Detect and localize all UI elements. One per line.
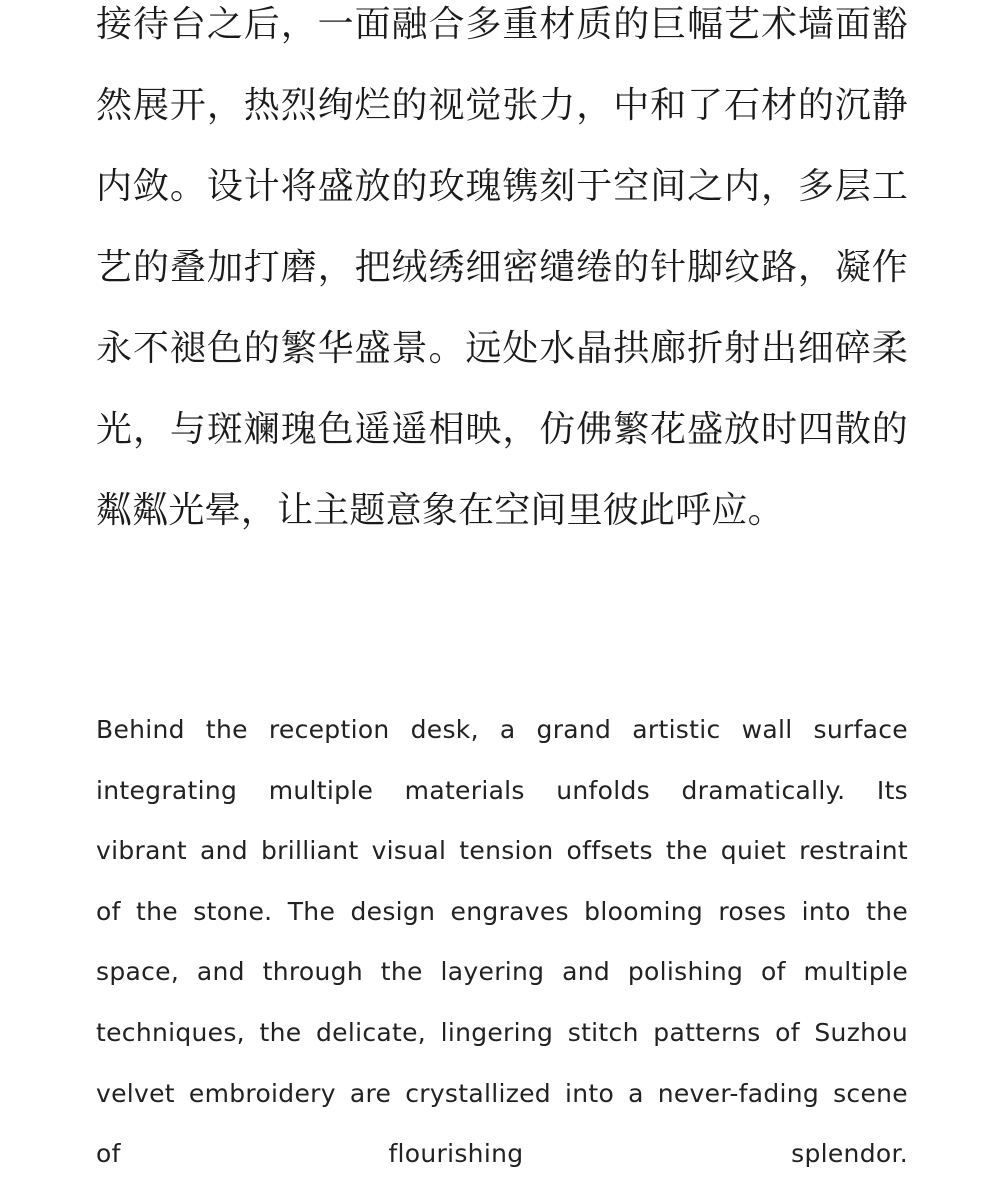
chinese-paragraph: 接待台之后，一面融合多重材质的巨幅艺术墙面豁然展开，热烈绚烂的视觉张力，中和了石材的沉静内敛。设计将盛放的玫瑰镌刻于空间之内，多层工艺的叠加打磨，把绒绣细密缱绻的针脚纹路，凝作永不褪色的繁华盛景。远处水晶拱廊折射出细碎柔光，与斑斓瑰色遥遥相映，仿佛繁花盛放时四散的粼粼光晕，让主题意象在空间里彼此呼应。 (96, 4, 908, 531)
english-paragraph: Behind the reception desk, a grand artistic wall surface integrating multiple materials unfolds dramatically. Its vibrant and brilliant visual tension offsets the quiet restraint of the stone. The design engraves blooming roses into the space, and through the layering and polishing of multiple techniques, the delicate, lingering stitch patterns of Suzhou velvet embroidery are crystallized into a never-fading scene of flourishing splendor. (96, 715, 908, 1169)
article-body (96, 0, 908, 1169)
